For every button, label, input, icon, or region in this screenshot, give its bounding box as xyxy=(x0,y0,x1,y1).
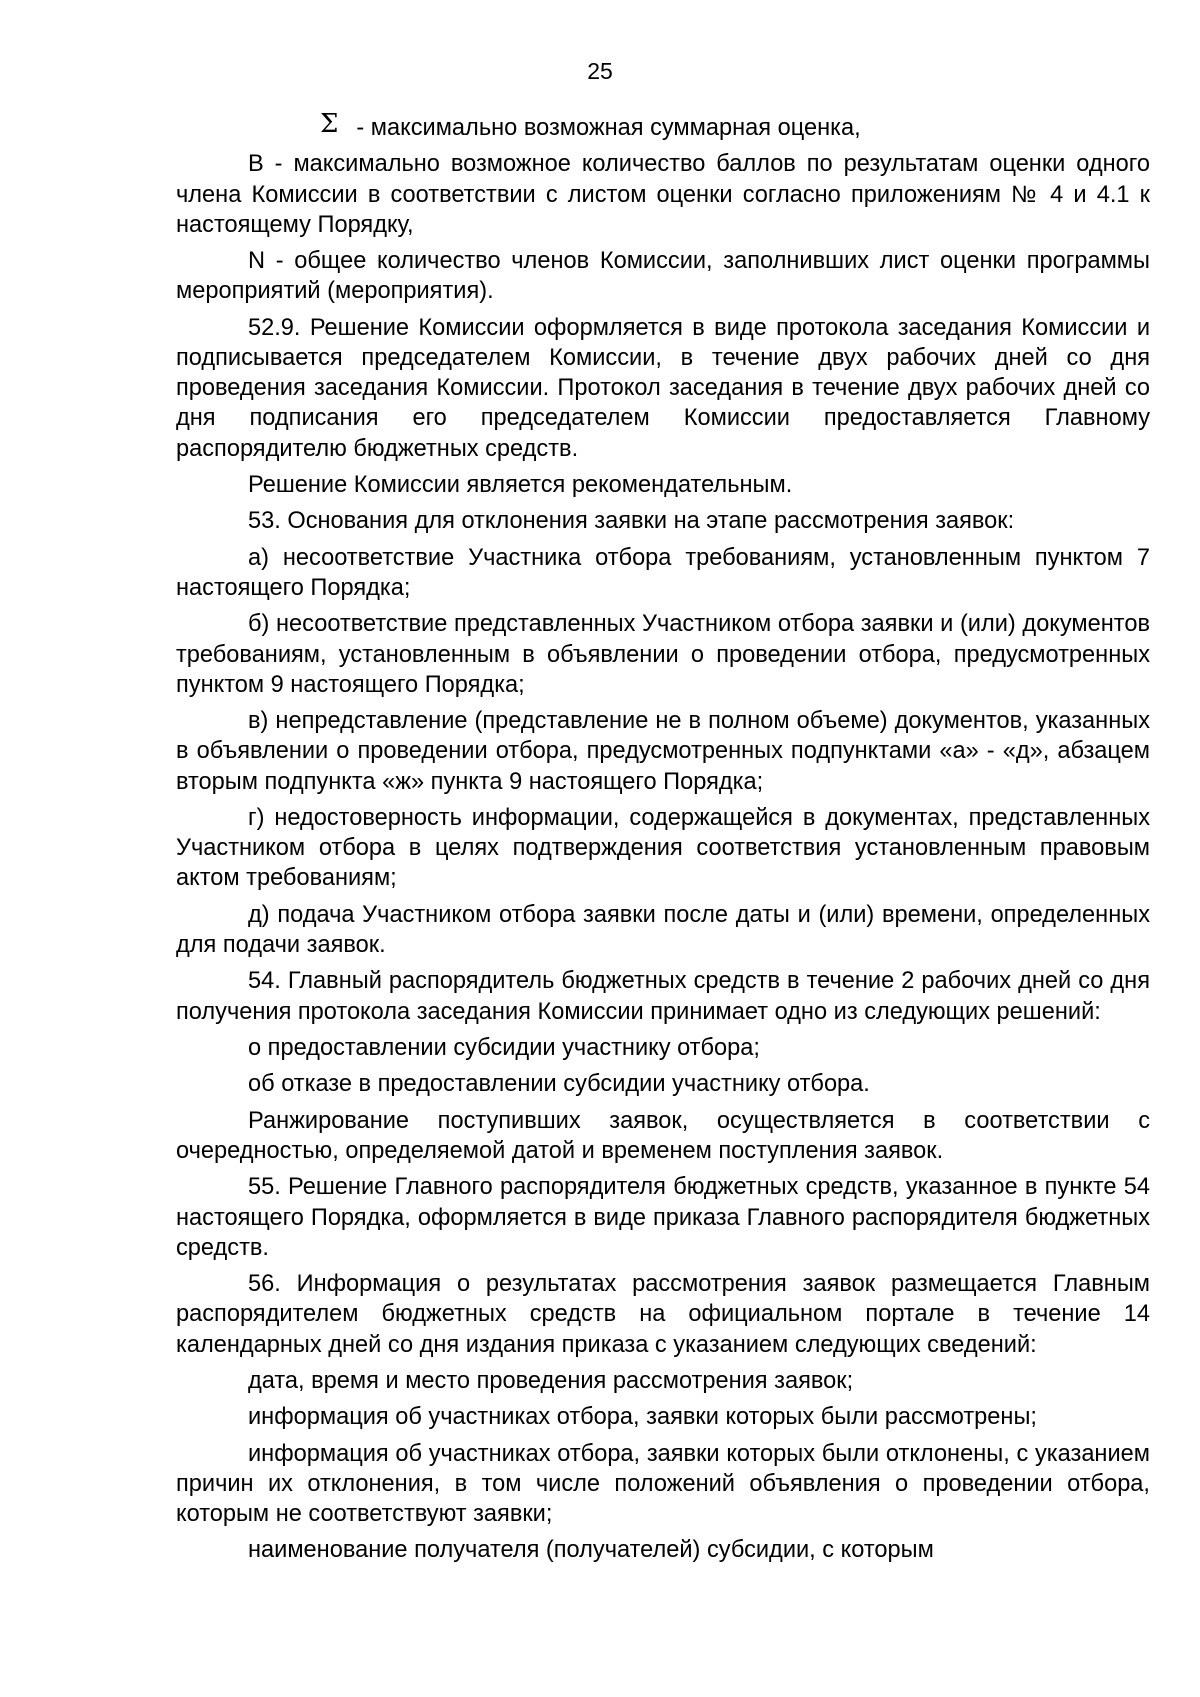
paragraph-ranking: Ранжирование поступивших заявок, осуществляется в соответствии с очередностью, определяемой датой и временем поступления заявок. xyxy=(176,1107,1150,1164)
page-number: 25 xyxy=(587,58,613,84)
document-body xyxy=(176,109,1150,1566)
paragraph-53-b: б) несоответствие представленных Участником отбора заявки и (или) документов требованиям, установленным в объявлении о проведении отбора, предусмотренных пунктом 9 настоящего Порядка; xyxy=(176,611,1150,698)
paragraph-54-grant: о предоставлении субсидии участнику отбора; xyxy=(248,1034,760,1061)
paragraph-56-recipient: наименование получателя (получателей) субсидии, с которым xyxy=(248,1537,934,1564)
paragraph-52-9: 52.9. Решение Комиссии оформляется в виде протокола заседания Комиссии и подписывается председателем Комиссии, в течение двух рабочих дней со дня проведения заседания Комиссии. Протокол заседания в течение двух рабочих дней со дня подписания его председателем Комиссии предоставляется Главному распорядителю бюджетных средств. xyxy=(176,314,1150,462)
paragraph-53-a: а) несоответствие Участника отбора требованиям, установленным пунктом 7 настоящего Порядка; xyxy=(176,544,1150,601)
paragraph-recommendation: Решение Комиссии является рекомендательным. xyxy=(248,471,793,498)
paragraph-text: - максимально возможная суммарная оценка, xyxy=(356,115,861,141)
paragraph-55: 55. Решение Главного распорядителя бюджетных средств, указанное в пункте 54 настоящего Порядка, оформляется в виде приказа Главного распорядителя бюджетных средств. xyxy=(176,1174,1150,1261)
paragraph-n-definition: N - общее количество членов Комиссии, заполнивших лист оценки программы мероприятий (мероприятия). xyxy=(176,248,1150,305)
paragraph-54: 54. Главный распорядитель бюджетных средств в течение 2 рабочих дней со дня получения протокола заседания Комиссии принимает одно из следующих решений: xyxy=(176,968,1150,1025)
paragraph-56-reviewed: информация об участниках отбора, заявки которых были рассмотрены; xyxy=(248,1404,1037,1431)
paragraph-53-d: д) подача Участником отбора заявки после даты и (или) времени, определенных для подачи заявок. xyxy=(176,901,1150,958)
sigma-symbol: Σ xyxy=(320,109,339,139)
paragraph-b-definition: В - максимально возможное количество баллов по результатам оценки одного члена Комиссии в соответствии с листом оценки согласно приложениям № 4 и 4.1 к настоящему Порядку, xyxy=(176,151,1150,238)
paragraph-53-g: г) недостоверность информации, содержащейся в документах, представленных Участником отбора в целях подтверждения соответствия установленным правовым актом требованиям; xyxy=(176,804,1150,892)
paragraph-53-v: в) непредставление (представление не в полном объеме) документов, указанных в объявлении о проведении отбора, предусмотренных подпунктами «а» - «д», абзацем вторым подпункта «ж» пункта 9 настоящего Порядка; xyxy=(176,708,1150,795)
paragraph-54-refuse: об отказе в предоставлении субсидии участнику отбора. xyxy=(248,1071,870,1098)
paragraph-56-date: дата, время и место проведения рассмотрения заявок; xyxy=(248,1367,854,1394)
paragraph-sigma-definition xyxy=(176,109,1150,143)
paragraph-56: 56. Информация о результатах рассмотрения заявок размещается Главным распорядителем бюджетных средств на официальном портале в течение 14 календарных дней со дня издания приказа с указанием следующих сведений: xyxy=(176,1271,1150,1358)
paragraph-56-rejected: информация об участниках отбора, заявки которых были отклонены, с указанием причин их отклонения, в том числе положений объявления о проведении отбора, которым не соответствуют заявки; xyxy=(176,1440,1150,1528)
paragraph-53: 53. Основания для отклонения заявки на этапе рассмотрения заявок: xyxy=(248,508,1015,535)
